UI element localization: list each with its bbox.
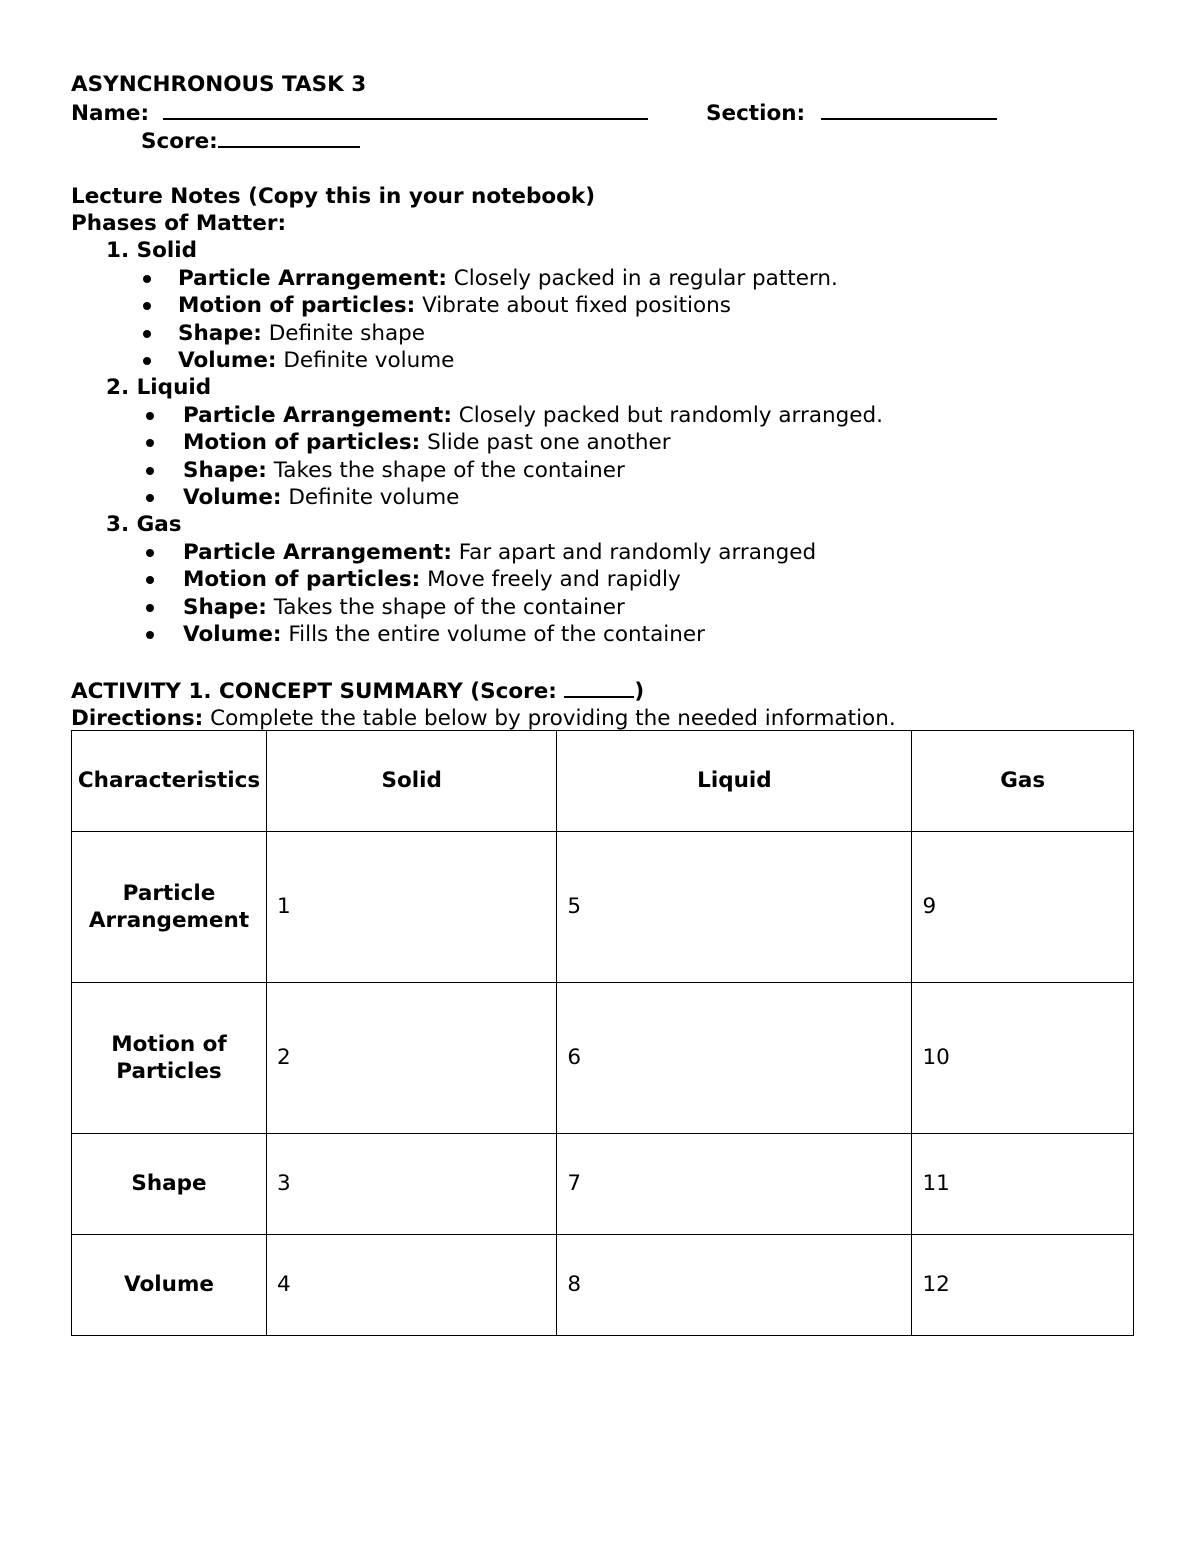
table-row	[72, 983, 1134, 1134]
list-item	[71, 621, 1134, 648]
task-title: ASYNCHRONOUS TASK 3	[71, 72, 367, 97]
list-item	[71, 566, 1134, 593]
prop-text: Takes the shape of the container	[266, 594, 625, 620]
row-label: Volume	[72, 1235, 267, 1336]
prop-text: Takes the shape of the container	[266, 457, 625, 483]
table-row	[72, 832, 1134, 983]
prop-text: Far apart and randomly arranged	[451, 539, 817, 565]
list-item	[71, 484, 1134, 511]
section-blank[interactable]	[821, 98, 997, 120]
answer-cell[interactable]: 5	[557, 832, 912, 983]
section-group	[706, 98, 997, 127]
prop-label: Particle Arrangement:	[183, 402, 452, 428]
row-label: Shape	[72, 1134, 267, 1235]
activity-title-close: )	[634, 678, 645, 704]
prop-label: Volume:	[178, 348, 277, 374]
prop-label: Shape:	[183, 457, 267, 483]
section-label: Section:	[706, 101, 806, 127]
row-label: Motion of Particles	[72, 983, 267, 1134]
table-header-row	[72, 731, 1134, 832]
prop-text: Move freely and rapidly	[420, 567, 681, 593]
worksheet-page	[71, 71, 1134, 733]
answer-cell[interactable]: 1	[267, 832, 557, 983]
list-item	[71, 457, 1134, 484]
activity-title	[71, 676, 1134, 705]
directions-text: Complete the table below by providing the needed information.	[203, 706, 896, 732]
answer-cell[interactable]: 7	[557, 1134, 912, 1235]
prop-label: Volume:	[183, 485, 282, 511]
phase-title-liquid: 2. Liquid	[106, 375, 212, 401]
prop-label: Motion of particles:	[183, 567, 421, 593]
row-label: Particle Arrangement	[72, 832, 267, 983]
directions	[71, 705, 1134, 732]
answer-cell[interactable]: 8	[557, 1235, 912, 1336]
prop-text: Definite volume	[276, 348, 455, 374]
phase-title-gas: 3. Gas	[106, 512, 182, 538]
answer-cell[interactable]: 12	[912, 1235, 1134, 1336]
score-blank[interactable]	[218, 126, 360, 148]
activity-title-text: ACTIVITY 1. CONCEPT SUMMARY (Score:	[71, 678, 565, 704]
score-row	[71, 126, 1134, 155]
name-section-row	[71, 98, 1134, 125]
name-label: Name:	[71, 101, 150, 127]
answer-cell[interactable]: 6	[557, 983, 912, 1134]
list-item	[71, 594, 1134, 621]
answer-cell[interactable]: 2	[267, 983, 557, 1134]
answer-cell[interactable]: 11	[912, 1134, 1134, 1235]
prop-label: Shape:	[178, 320, 262, 346]
prop-label: Particle Arrangement:	[178, 265, 447, 291]
header-liquid: Liquid	[557, 731, 912, 832]
answer-cell[interactable]: 3	[267, 1134, 557, 1235]
prop-label: Shape:	[183, 594, 267, 620]
list-item	[71, 429, 1134, 456]
notes-heading: Lecture Notes (Copy this in your notebook)	[71, 183, 596, 209]
prop-label: Particle Arrangement:	[183, 539, 452, 565]
prop-label: Volume:	[183, 622, 282, 648]
table-row	[72, 1134, 1134, 1235]
score-label: Score:	[141, 128, 218, 154]
answer-cell[interactable]: 10	[912, 983, 1134, 1134]
activity-score-blank[interactable]	[564, 676, 634, 698]
header-characteristics: Characteristics	[72, 731, 267, 832]
prop-label: Motion of particles:	[183, 430, 421, 456]
spacer	[71, 649, 1134, 676]
phase-props-solid	[71, 265, 1134, 375]
name-blank[interactable]	[163, 98, 648, 120]
prop-text: Definite volume	[281, 485, 460, 511]
prop-text: Vibrate about fixed positions	[415, 293, 731, 319]
prop-text: Fills the entire volume of the container	[281, 622, 705, 648]
directions-label: Directions:	[71, 706, 204, 732]
list-item	[71, 347, 1134, 374]
list-item	[71, 402, 1134, 429]
answer-cell[interactable]: 4	[267, 1235, 557, 1336]
header-gas: Gas	[912, 731, 1134, 832]
prop-text: Slide past one another	[420, 430, 671, 456]
prop-label: Motion of particles:	[178, 293, 416, 319]
prop-text: Closely packed but randomly arranged.	[451, 402, 883, 428]
spacer	[71, 155, 1134, 182]
concept-summary-table	[71, 730, 1134, 1336]
phase-props-gas	[71, 539, 1134, 649]
list-item	[71, 292, 1134, 319]
list-item	[71, 265, 1134, 292]
list-item	[71, 320, 1134, 347]
notes-subheading: Phases of Matter:	[71, 211, 287, 236]
table-row	[72, 1235, 1134, 1336]
prop-text: Definite shape	[261, 320, 426, 346]
answer-cell[interactable]: 9	[912, 832, 1134, 983]
phase-title-solid: 1. Solid	[106, 238, 197, 264]
phase-props-liquid	[71, 402, 1134, 512]
header-solid: Solid	[267, 731, 557, 832]
prop-text: Closely packed in a regular pattern.	[446, 265, 838, 291]
list-item	[71, 539, 1134, 566]
